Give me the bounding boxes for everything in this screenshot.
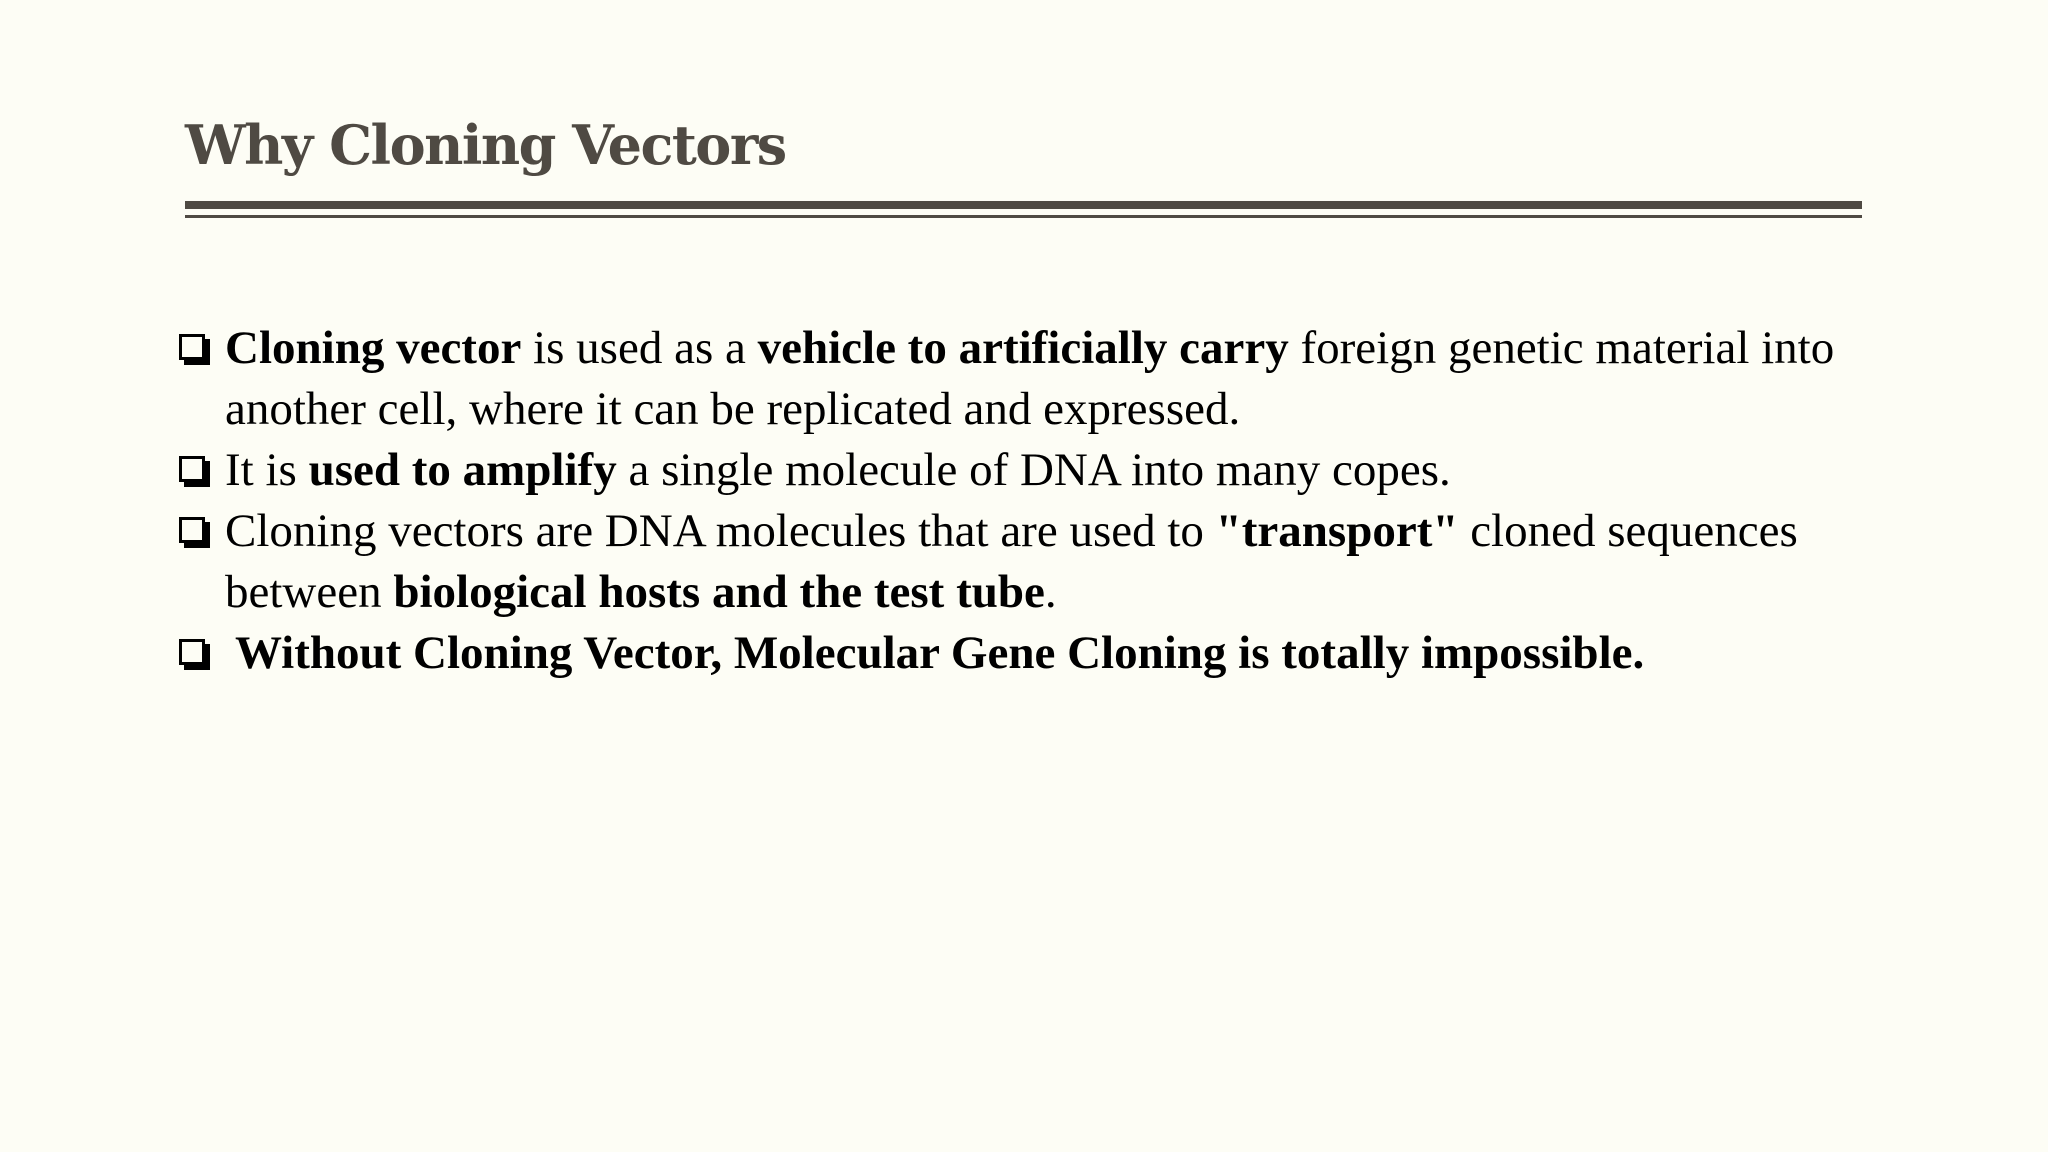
bullet-text-segment: Without Cloning Vector, Molecular Gene Cloning is totally impossible. — [235, 627, 1645, 679]
square-bullet-icon — [179, 517, 205, 543]
bullet-text-segment: "transport" — [1215, 505, 1459, 557]
bullet-text-segment: a single molecule of DNA into many copes. — [616, 444, 1451, 496]
square-bullet-icon — [179, 456, 205, 482]
bullet-list — [177, 318, 1877, 684]
slide-title: Why Cloning Vectors — [185, 113, 786, 177]
title-underline-thin — [185, 215, 1862, 218]
square-bullet-icon — [179, 639, 205, 665]
bullet-text-segment: vehicle to artificially carry — [757, 322, 1289, 374]
bullet-text-segment: Cloning vector — [225, 322, 522, 374]
bullet-text-segment: Cloning vectors are DNA molecules that are used to — [225, 505, 1216, 557]
bullet-text-segment: cloned sequences between — [225, 505, 1798, 618]
bullet-item — [177, 318, 1877, 440]
title-underline-thick — [185, 201, 1862, 209]
bullet-text-segment: biological hosts and the test tube — [393, 566, 1045, 618]
bullet-text-segment: foreign genetic material into another cell, where it can be replicated and expressed. — [225, 322, 1835, 435]
bullet-text-segment: is used as a — [521, 322, 758, 374]
bullet-text-segment: It is — [225, 444, 309, 496]
bullet-item — [177, 623, 1877, 684]
bullet-text-segment: . — [1044, 566, 1057, 618]
bullet-item — [177, 501, 1877, 623]
square-bullet-icon — [179, 334, 205, 360]
bullet-item — [177, 440, 1877, 501]
bullet-text-segment: used to amplify — [308, 444, 617, 496]
